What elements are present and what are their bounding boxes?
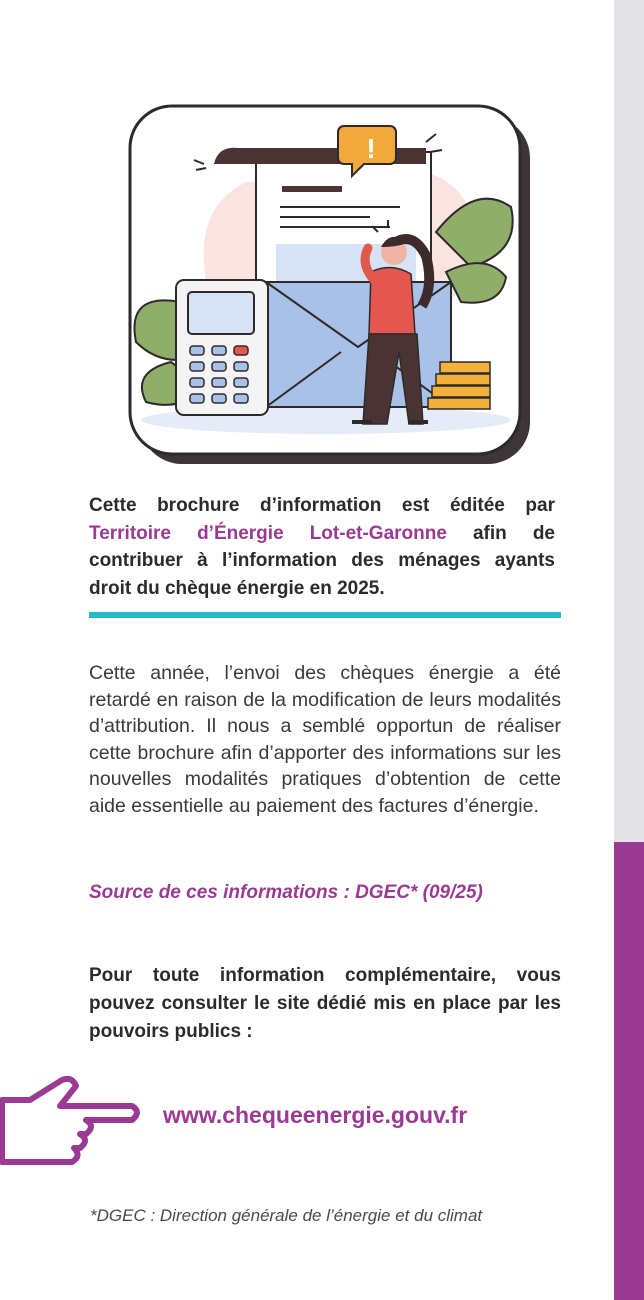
intro-text-after: afin de contribuer à l’information des ménages ayants droit du chèque énergie en 2025. <box>89 522 555 599</box>
energy-bill-illustration <box>126 102 536 472</box>
pointing-hand-icon <box>0 1076 140 1168</box>
intro-paragraph <box>89 492 555 602</box>
info-paragraph: Pour toute information complémentaire, vous pouvez consulter le site dédié mis en place par les pouvoirs publics : <box>89 965 561 1042</box>
footnote: *DGEC : Direction générale de l’énergie et du climat <box>90 1206 483 1225</box>
side-strip-accent <box>614 842 644 1300</box>
source-note: Source de ces informations : DGEC* (09/25) <box>89 882 483 903</box>
body-paragraph: Cette année, l’envoi des chèques énergie a été retardé en raison de la modification de leurs modalités d’attribution. Il nous a semblé opportun de réaliser cette brochure afin d’apporter des informations sur les nouvelles modalités pratiques d’obtention de cette aide essentielle au paiement des factures d’énergie. <box>89 662 561 817</box>
calculator-icon <box>176 280 268 415</box>
svg-text:!: ! <box>366 133 376 164</box>
organization-name: Territoire d’Énergie Lot-et-Garonne <box>89 522 447 544</box>
chequeenergie-link[interactable]: www.chequeenergie.gouv.fr <box>163 1102 468 1128</box>
intro-text-before: Cette brochure d’information est éditée par <box>89 495 555 516</box>
teal-divider <box>89 612 561 618</box>
